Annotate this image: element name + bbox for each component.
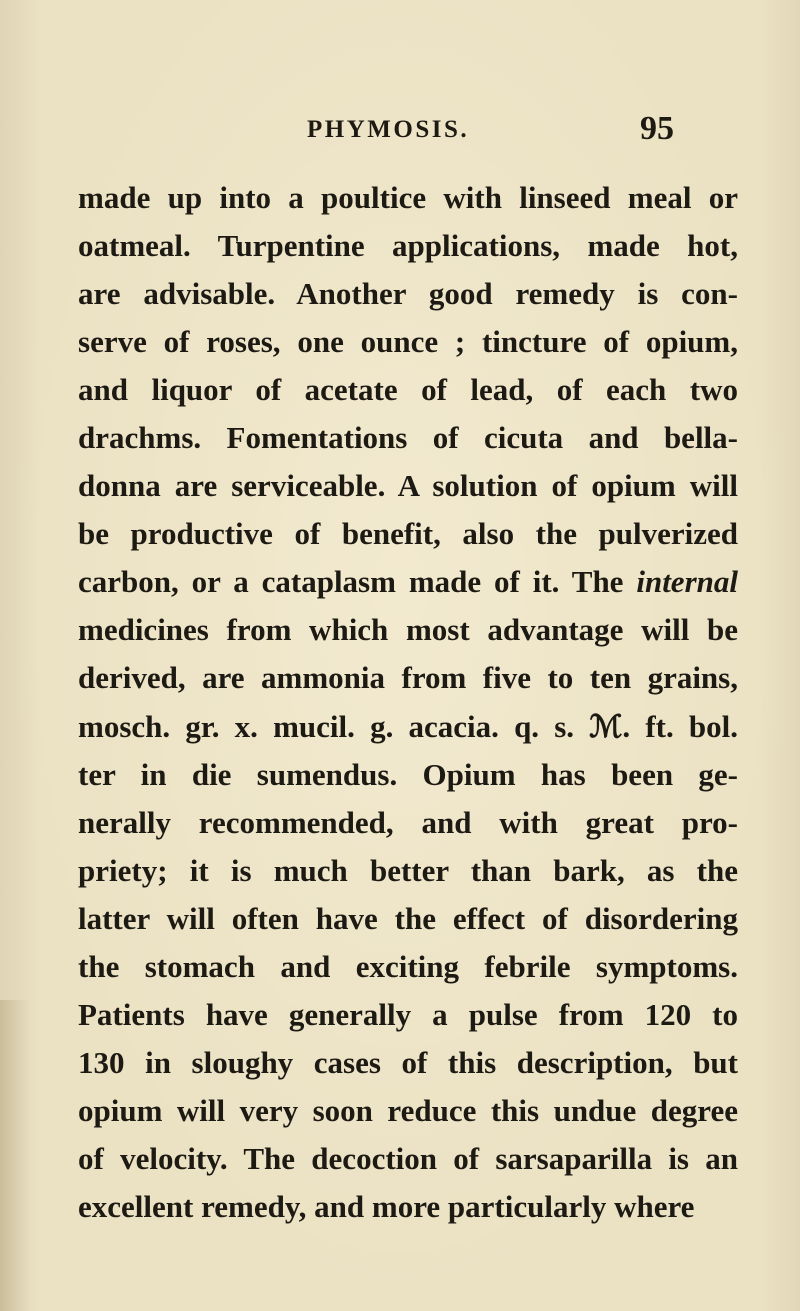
text-line: Patients have generally a pulse from 120 to (78, 996, 738, 1032)
text-line: are advisable. Another good remedy is con- (78, 276, 738, 312)
text-line: excellent remedy, and more particularly where (78, 1188, 695, 1224)
text-line: of velocity. The decoction of sarsaparilla is an (78, 1140, 738, 1176)
italic-word-internal: internal (636, 564, 738, 600)
text-line: mosch. gr. x. mucil. g. acacia. q. s. ℳ. ft. bol. (78, 708, 738, 744)
body-text (78, 174, 738, 1231)
text-line: nerally recommended, and with great pro- (78, 804, 738, 840)
text-line: ter in die sumendus. Opium has been ge- (78, 756, 738, 792)
running-head: PHYMOSIS. (307, 116, 470, 143)
text-line: the stomach and exciting febrile symptoms. (78, 948, 738, 984)
page-header (0, 112, 800, 152)
text-line: serve of roses, one ounce ; tincture of opium, (78, 324, 738, 360)
text-line: latter will often have the effect of disordering (78, 900, 738, 936)
text-line-with-italic (78, 558, 738, 606)
text-line: priety; it is much better than bark, as the (78, 852, 738, 888)
text-line: oatmeal. Turpentine applications, made hot, (78, 228, 738, 264)
text-line: donna are serviceable. A solution of opium will (78, 468, 738, 504)
text-line: drachms. Fomentations of cicuta and bella- (78, 420, 738, 456)
page-number: 95 (640, 110, 674, 147)
text-line: derived, are ammonia from five to ten grains, (78, 660, 738, 696)
text-line: medicines from which most advantage will be (78, 612, 738, 648)
text-line: made up into a poultice with linseed meal or (78, 180, 738, 215)
text-line: 130 in sloughy cases of this description, but (78, 1044, 738, 1080)
text-line: be productive of benefit, also the pulverized (78, 516, 738, 552)
page-edge-shadow (0, 1000, 30, 1311)
text-line: and liquor of acetate of lead, of each two (78, 372, 738, 408)
text-line-prefix: carbon, or a cataplasm made of it. The (78, 564, 637, 600)
text-line: opium will very soon reduce this undue degree (78, 1092, 738, 1128)
